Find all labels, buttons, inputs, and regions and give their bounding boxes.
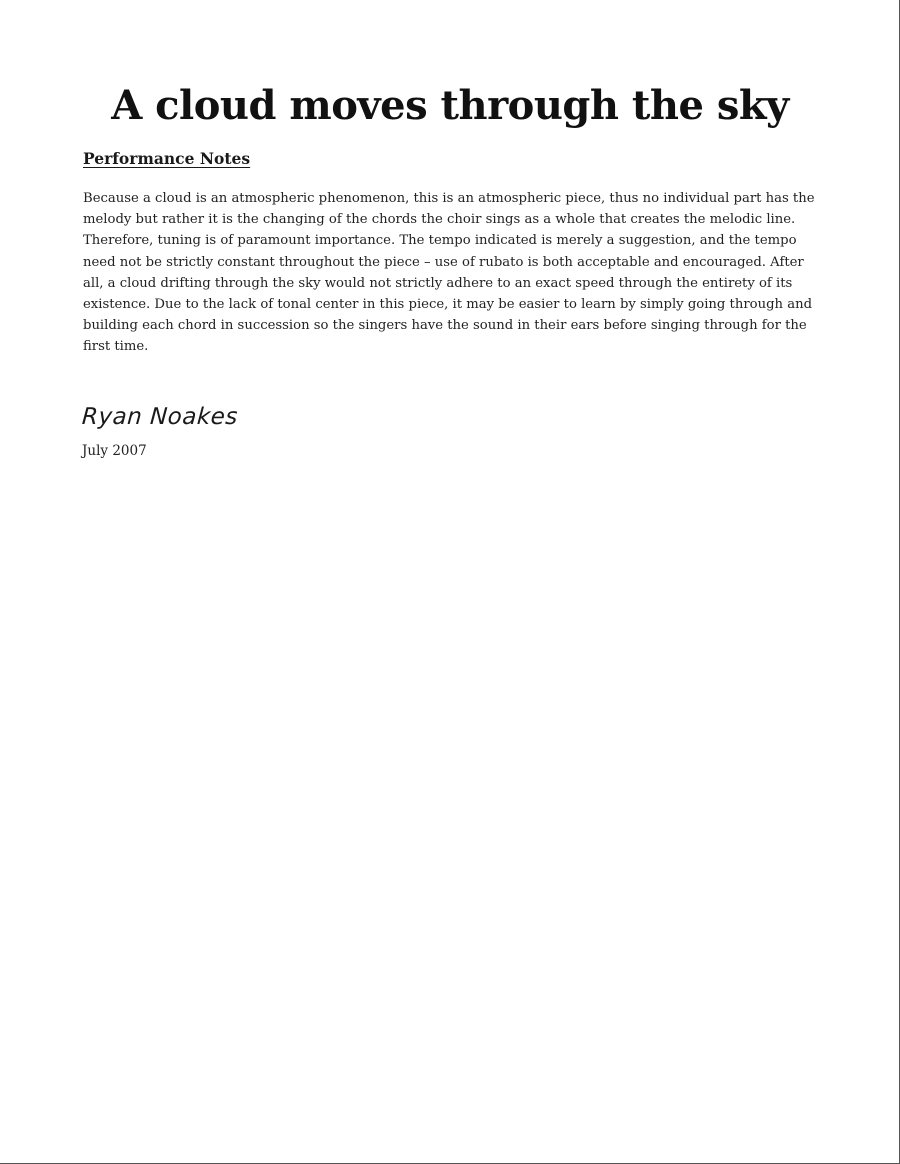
author-signature: Ryan Noakes bbox=[81, 404, 239, 430]
composition-date: July 2007 bbox=[82, 443, 147, 459]
performance-notes-heading: Performance Notes bbox=[83, 149, 251, 168]
document-title: A cloud moves through the sky bbox=[111, 82, 789, 129]
performance-notes-body: Because a cloud is an atmospheric phenomenon, this is an atmospheric piece, thus no individual part has the melody but rather it is the changing of the chords the choir sings as a whole that creates the melodic line. Therefore, tuning is of paramount importance. The tempo indicated is merely a suggestion, and the tempo need not be strictly constant throughout the piece – use of rubato is both acceptable and encouraged. After all, a cloud drifting through the sky would not strictly adhere to an exact speed through the entirety of its existence. Due to the lack of tonal center in this piece, it may be easier to learn by simply going through and building each chord in succession so the singers have the sound in their ears before singing through for the first time. bbox=[83, 191, 815, 355]
